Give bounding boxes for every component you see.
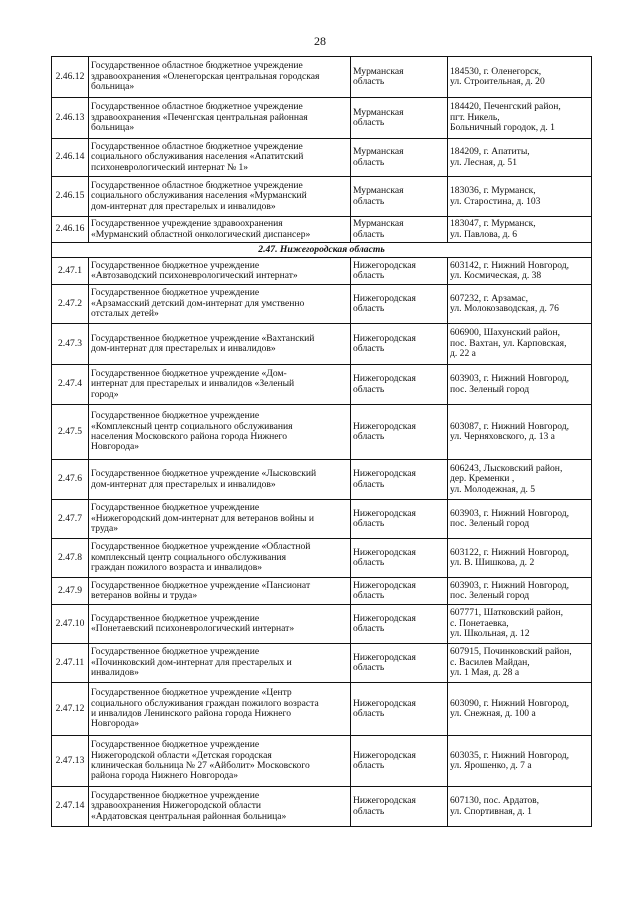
institution-name-line: отсталых детей» [91, 308, 159, 320]
institution-name [89, 460, 351, 500]
institution-name-line: населения Московского района города Нижнего [91, 431, 288, 442]
institution-name-line: Государственное бюджетное учреждение [91, 739, 260, 751]
address-line: ул. Школьная, д. 12 [450, 628, 530, 640]
institution-name [89, 736, 351, 787]
row-number: 2.47.9 [52, 578, 89, 605]
institution-name-line: «Комплексный центр социального обслуживания [91, 420, 293, 432]
region-line: Нижегородская [353, 697, 416, 709]
table-row [52, 500, 592, 539]
institution-name [89, 644, 351, 683]
table-row [52, 324, 592, 365]
address [448, 365, 592, 405]
row-number: 2.47.13 [52, 736, 89, 787]
institution-name [89, 683, 351, 736]
address-line: пос. Вахтан, ул. Карповская, [450, 337, 567, 349]
institution-name-line: здравоохранения Нижегородской области [91, 800, 262, 812]
institution-name-line: Государственное бюджетное учреждение «Пансионат [91, 579, 311, 591]
address-line: с. Понетаевка, [450, 617, 509, 629]
address [448, 460, 592, 500]
section-title: 2.47. Нижегородская область [52, 243, 592, 258]
address-line: ул. Павлова, д. 6 [450, 228, 518, 240]
institution-name-line: «Мурманский областной онкологический диспансер» [91, 228, 311, 240]
table-row [52, 460, 592, 500]
institution-name-line: Государственное областное бюджетное учреждение [91, 60, 303, 72]
address-line: 183047, г. Мурманск, [450, 218, 536, 230]
region [351, 500, 448, 539]
institution-name-line: социального обслуживания населения «Апатитский [91, 151, 304, 163]
table-row [52, 644, 592, 683]
address-line: пгт. Никель, [450, 111, 500, 123]
region-line: Нижегородская [353, 546, 416, 558]
institution-name [89, 98, 351, 139]
address [448, 500, 592, 539]
row-number: 2.47.4 [52, 365, 89, 405]
address [448, 139, 592, 177]
institution-name-line: «Починковский дом-интернат для престарелых и [91, 656, 292, 668]
address-line: 606900, Шахунский район, [450, 327, 560, 339]
region-line: область [353, 195, 385, 207]
table-row [52, 736, 592, 787]
address [448, 787, 592, 827]
region-line: Нижегородская [353, 612, 416, 624]
address-line: пос. Зеленый город [450, 590, 530, 601]
address-line: 603903, г. Нижний Новгород, [450, 373, 570, 385]
institution-name [89, 139, 351, 177]
region-line: Нижегородская [353, 259, 416, 271]
page-number: 28 [314, 34, 326, 48]
region [351, 787, 448, 827]
institution-name-line: Государственное бюджетное учреждение [91, 259, 260, 271]
region-line: область [353, 303, 385, 314]
address-line: ул. Лесная, д. 51 [450, 156, 518, 168]
address-line: 603090, г. Нижний Новгород, [450, 697, 570, 709]
row-number: 2.46.14 [52, 139, 89, 177]
address [448, 98, 592, 139]
institution-name-line: больница» [91, 81, 135, 93]
address-line: пос. Зеленый город [450, 383, 530, 395]
institution-name-line: ветеранов войны и труда» [91, 590, 198, 601]
region-line: область [353, 760, 385, 771]
address-line: 184420, Печенгский район, [450, 101, 561, 113]
region-line: область [353, 590, 385, 601]
institution-name [89, 500, 351, 539]
institution-name-line: социального обслуживания населения «Мурманский [91, 190, 307, 202]
region [351, 539, 448, 578]
region-line: область [353, 117, 385, 128]
region [351, 644, 448, 683]
region-line: Нижегородская [353, 507, 416, 519]
address-line: ул. Строительная, д. 20 [450, 76, 545, 87]
address-line: ул. Космическая, д. 38 [450, 270, 542, 281]
address-line: ул. Старостина, д. 103 [450, 195, 541, 207]
address-line: 603087, г. Нижний Новгород, [450, 420, 570, 432]
institution-name [89, 57, 351, 98]
region-line: область [353, 708, 385, 719]
address-line: 184530, г. Оленегорск, [450, 65, 542, 77]
region-line: Нижегородская [353, 420, 416, 432]
institution-name-line: клиническая больница № 27 «Айболит» Московского [91, 760, 310, 771]
row-number: 2.46.16 [52, 217, 89, 243]
institution-name [89, 324, 351, 365]
region-line: область [353, 431, 385, 442]
region [351, 405, 448, 460]
row-number: 2.47.8 [52, 539, 89, 578]
institution-name-line: Государственное учреждение здравоохранения [91, 218, 283, 230]
table-row [52, 605, 592, 644]
table-row [52, 285, 592, 324]
address [448, 217, 592, 243]
row-number: 2.46.15 [52, 177, 89, 217]
address [448, 683, 592, 736]
region-line: область [353, 228, 385, 240]
region-line: Нижегородская [353, 749, 416, 761]
institution-name-line: Государственное бюджетное учреждение [91, 502, 260, 514]
region [351, 285, 448, 324]
region-line: область [353, 662, 385, 673]
address-line: 607915, Починковский район, [450, 646, 572, 658]
institution-name-line: «Арзамасский детский дом-интернат для умственно [91, 297, 305, 309]
region-line: Нижегородская [353, 292, 416, 304]
region [351, 258, 448, 285]
address-line: Больничный городок, д. 1 [450, 122, 555, 134]
address-line: ул. 1 Мая, д. 28 а [450, 667, 520, 679]
address-line: 184209, г. Апатиты, [450, 146, 530, 158]
region-line: область [353, 805, 385, 817]
region-line: область [353, 557, 385, 568]
institution-name-line: здравоохранения «Печенгская центральная районная [91, 111, 308, 123]
table-row [52, 98, 592, 139]
address-line: 607232, г. Арзамас, [450, 292, 529, 304]
institution-name-line: «Ардатовская центральная районная больница» [91, 810, 287, 822]
institution-name [89, 405, 351, 460]
institution-name-line: Государственное бюджетное учреждение [91, 646, 260, 658]
region [351, 736, 448, 787]
institution-name-line: Государственное бюджетное учреждение «Дом- [91, 367, 287, 379]
table-row [52, 177, 592, 217]
institution-name [89, 365, 351, 405]
address-line: 183036, г. Мурманск, [450, 185, 536, 197]
address-line: 606243, Лысковский район, [450, 462, 563, 474]
row-number: 2.46.12 [52, 57, 89, 98]
row-number: 2.47.11 [52, 644, 89, 683]
address [448, 605, 592, 644]
institution-name-line: больница» [91, 122, 135, 134]
institution-name-line: комплексный центр социального обслуживания [91, 551, 287, 563]
address [448, 736, 592, 787]
region-line: область [353, 623, 385, 634]
address-line: 603903, г. Нижний Новгород, [450, 507, 570, 519]
institution-name-line: труда» [91, 523, 119, 535]
table-row [52, 365, 592, 405]
region-line: Нижегородская [353, 332, 416, 344]
address-line: ул. Ярошенко, д. 7 а [450, 760, 532, 771]
row-number: 2.47.12 [52, 683, 89, 736]
table-row [52, 539, 592, 578]
institution-name-line: Государственное бюджетное учреждение [91, 287, 260, 299]
institution-name [89, 177, 351, 217]
address-line: 603142, г. Нижний Новгород, [450, 259, 570, 271]
region [351, 460, 448, 500]
institution-name-line: Государственное областное бюджетное учреждение [91, 140, 303, 152]
institution-name-line: Нижегородской области «Детская городская [91, 749, 272, 761]
address-line: 603122, г. Нижний Новгород, [450, 546, 570, 558]
row-number: 2.47.1 [52, 258, 89, 285]
institution-name-line: Государственное областное бюджетное учреждение [91, 101, 303, 113]
institution-name [89, 578, 351, 605]
address-line: дер. Кременки , [450, 473, 515, 485]
address [448, 285, 592, 324]
institution-name-line: инвалидов» [91, 667, 139, 679]
region-line: Мурманская [353, 65, 404, 77]
region [351, 683, 448, 736]
institution-name [89, 258, 351, 285]
region-line: область [353, 343, 385, 354]
address-line: с. Василев Майдан, [450, 656, 530, 668]
row-number: 2.47.7 [52, 500, 89, 539]
institution-name [89, 285, 351, 324]
institution-name-line: Государственное бюджетное учреждение «Центр [91, 687, 292, 699]
address [448, 324, 592, 365]
table-row [52, 139, 592, 177]
address [448, 57, 592, 98]
region [351, 98, 448, 139]
address-line: 607771, Шатковский район, [450, 607, 564, 619]
institution-name-line: дом-интернат для престарелых и инвалидов» [91, 200, 276, 212]
row-number: 2.47.5 [52, 405, 89, 460]
institution-name-line: психоневрологический интернат № 1» [91, 161, 249, 173]
region-line: область [353, 76, 385, 87]
institution-name-line: Государственное бюджетное учреждение [91, 410, 260, 422]
region [351, 365, 448, 405]
institution-name-line: граждан пожилого возраста и инвалидов» [91, 562, 263, 574]
table-row [52, 405, 592, 460]
region-line: область [353, 156, 385, 168]
address [448, 578, 592, 605]
region-line: область [353, 478, 385, 490]
region [351, 324, 448, 365]
region [351, 217, 448, 243]
address [448, 539, 592, 578]
address-line: 607130, пос. Ардатов, [450, 795, 540, 807]
institution-name-line: социального обслуживания граждан пожилого возраста [91, 697, 319, 709]
address-line: ул. Молодежная, д. 5 [450, 483, 536, 495]
region [351, 139, 448, 177]
institution-name [89, 787, 351, 827]
institution-name-line: дом-интернат для престарелых и инвалидов» [91, 343, 276, 354]
institution-name-line: района города Нижнего Новгорода» [91, 770, 239, 782]
row-number: 2.47.10 [52, 605, 89, 644]
region-line: Мурманская [353, 106, 404, 118]
institution-name [89, 217, 351, 243]
region-line: Нижегородская [353, 468, 416, 480]
institution-name-line: здравоохранения «Оленегорская центральная городская [91, 70, 320, 82]
address-line: ул. Молокозаводская, д. 76 [450, 303, 559, 314]
address-line: ул. Черняховского, д. 13 а [450, 431, 555, 442]
institution-name-line: Государственное бюджетное учреждение [91, 612, 260, 624]
region-line: Мурманская [353, 185, 404, 197]
table-row [52, 217, 592, 243]
institution-name-line: «Нижегородский дом-интернат для ветеранов войны и [91, 512, 314, 524]
region-line: область [353, 270, 385, 281]
address [448, 644, 592, 683]
region-line: Нижегородская [353, 651, 416, 663]
institution-name-line: «Автозаводский психоневрологический интернат» [91, 270, 298, 281]
region [351, 605, 448, 644]
institution-name-line: и инвалидов Ленинского района города Нижнего [91, 708, 291, 719]
address-line: ул. Спортивная, д. 1 [450, 805, 532, 817]
row-number: 2.47.6 [52, 460, 89, 500]
institution-name-line: Государственное бюджетное учреждение «Областной [91, 541, 311, 553]
address-line: 603035, г. Нижний Новгород, [450, 749, 570, 761]
address-line: ул. В. Шишкова, д. 2 [450, 557, 535, 568]
row-number: 2.46.13 [52, 98, 89, 139]
institution-name-line: Государственное областное бюджетное учреждение [91, 179, 303, 191]
table-row [52, 683, 592, 736]
institution-name-line: Новгорода» [91, 441, 140, 453]
institutions-table-body [52, 57, 592, 827]
address-line: пос. Зеленый город [450, 518, 530, 529]
institution-name [89, 539, 351, 578]
table-row [52, 57, 592, 98]
institution-name-line: «Понетаевский психоневрологический интернат» [91, 623, 295, 634]
institution-name-line: город» [91, 388, 119, 400]
institution-name-line: Государственное бюджетное учреждение «Лысковский [91, 468, 317, 480]
institution-name-line: дом-интернат для престарелых и инвалидов» [91, 478, 276, 490]
region-line: Нижегородская [353, 373, 416, 385]
region-line: Мурманская [353, 146, 404, 158]
row-number: 2.47.3 [52, 324, 89, 365]
address-line: 603903, г. Нижний Новгород, [450, 579, 570, 591]
region-line: область [353, 518, 385, 529]
institutions-table [51, 56, 592, 827]
address [448, 405, 592, 460]
institution-name-line: Новгорода» [91, 718, 140, 730]
institution-name-line: Государственное бюджетное учреждение «Вахтанский [91, 332, 315, 344]
address-line: д. 22 а [450, 348, 476, 360]
table-row [52, 787, 592, 827]
region-line: область [353, 383, 385, 395]
region-line: Нижегородская [353, 795, 416, 807]
region-line: Нижегородская [353, 579, 416, 591]
row-number: 2.47.14 [52, 787, 89, 827]
institution-name [89, 605, 351, 644]
address-line: ул. Снежная, д. 100 а [450, 708, 536, 719]
address [448, 177, 592, 217]
institution-name-line: Государственное бюджетное учреждение [91, 789, 260, 801]
region [351, 177, 448, 217]
address [448, 258, 592, 285]
region [351, 578, 448, 605]
row-number: 2.47.2 [52, 285, 89, 324]
region-line: Мурманская [353, 218, 404, 230]
section-header-row [52, 243, 592, 258]
institution-name-line: интернат для престарелых и инвалидов «Зеленый [91, 378, 295, 390]
table-row [52, 258, 592, 285]
table-row [52, 578, 592, 605]
region [351, 57, 448, 98]
